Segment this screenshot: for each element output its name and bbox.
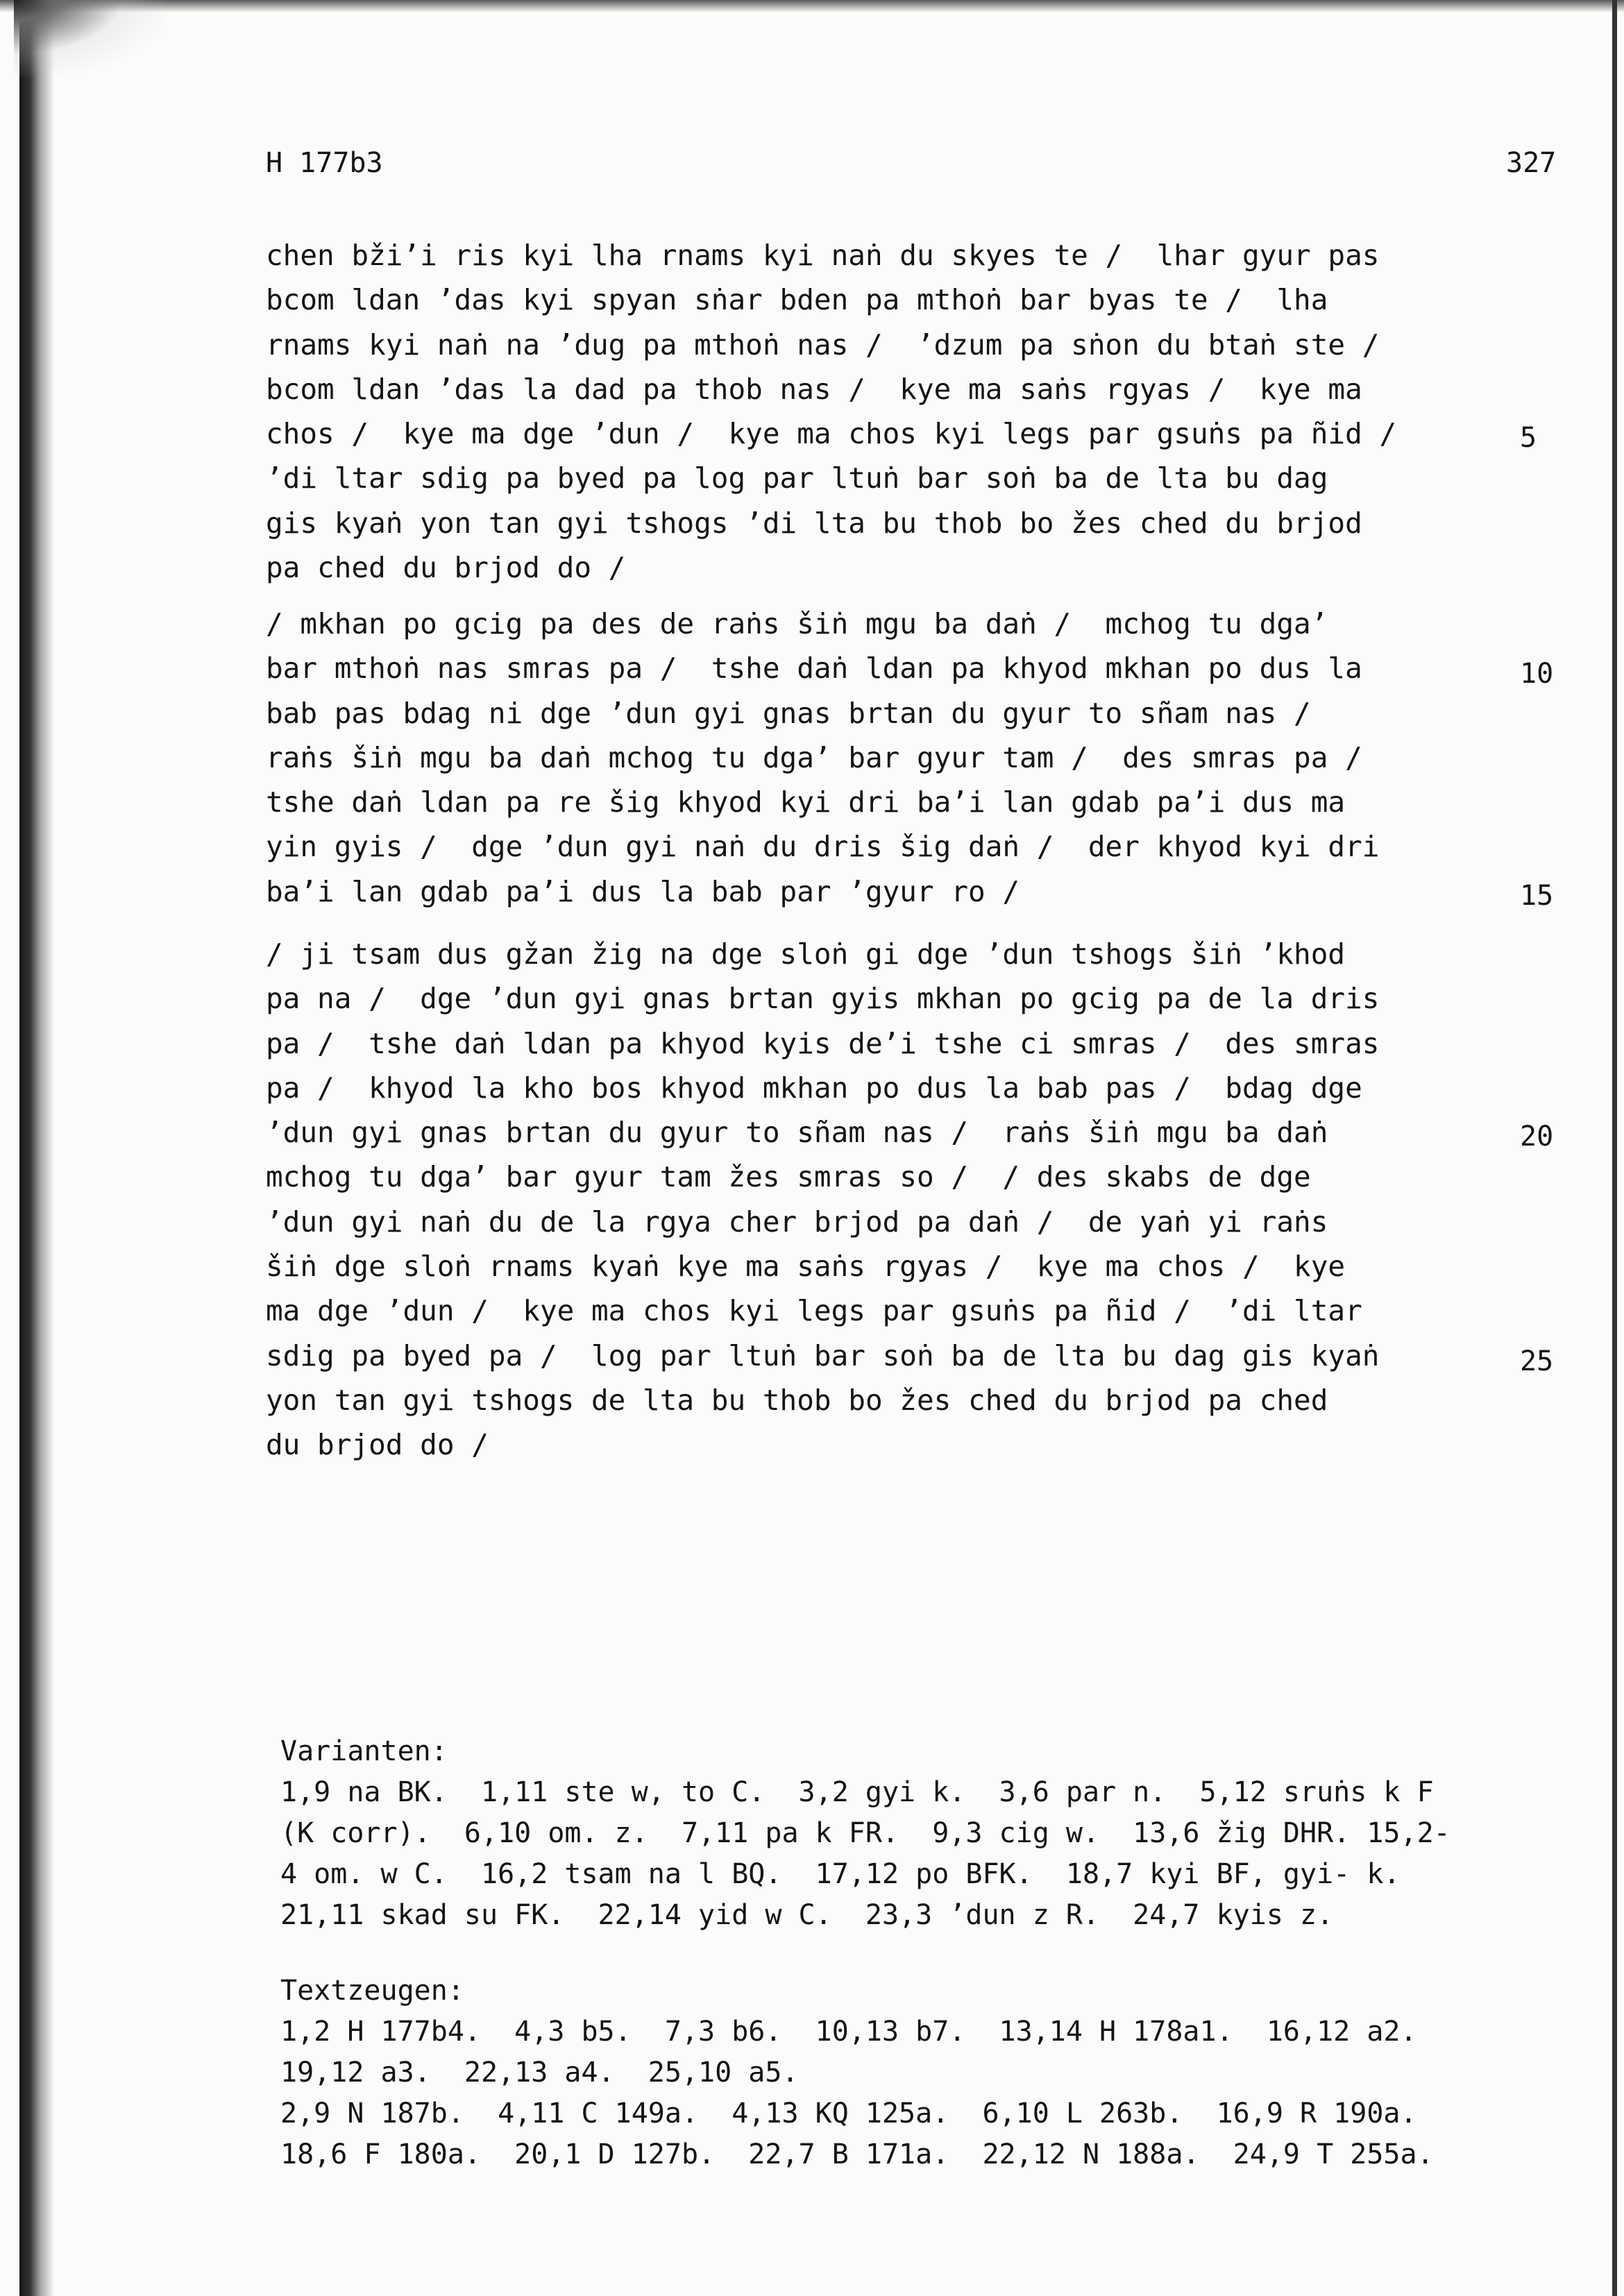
text-line: pa / khyod la kho bos khyod mkhan po dus la bab pas / bdag dge: [266, 1071, 1362, 1105]
text-line: pa na / dge ’dun gyi gnas brtan gyis mkhan po gcig pa de la dris: [266, 982, 1380, 1016]
apparatus-witnesses: [280, 1971, 1585, 2175]
text-paragraph-2: [266, 602, 1487, 914]
text-line: gis kyaṅ yon tan gyi tshogs ’di lta bu thob bo žes ched du brjod: [266, 506, 1362, 540]
line-number: 15: [1520, 880, 1554, 912]
text-line: bab pas bdag ni dge ’dun gyi gnas brtan du gyur to sñam nas /: [266, 696, 1311, 730]
text-line: / mkhan po gcig pa des de raṅs šiṅ mgu ba daṅ / mchog tu dga’: [266, 607, 1328, 640]
text-line: bar mthoṅ nas smras pa / tshe daṅ ldan pa khyod mkhan po dus la: [266, 652, 1362, 686]
text-line: ba’i lan gdab pa’i dus la bab par ’gyur ro /: [266, 874, 1020, 908]
page-top-shadow: [0, 0, 1624, 12]
apparatus-variants: [280, 1731, 1585, 1936]
text-line: chos / kye ma dge ’dun / kye ma chos kyi legs par gsuṅs pa ñid /: [266, 417, 1397, 451]
text-line: šiṅ dge sloṅ rnams kyaṅ kye ma saṅs rgyas / kye ma chos / kye: [266, 1250, 1346, 1284]
text-line: du brjod do /: [266, 1428, 489, 1462]
witness-line: 19,12 a3. 22,13 a4. 25,10 a5.: [280, 2057, 799, 2089]
page-binding-shadow: [19, 0, 54, 2296]
text-line: ma dge ’dun / kye ma chos kyi legs par gsuṅs pa ñid / ’di ltar: [266, 1294, 1362, 1328]
page-right-edge: [1612, 0, 1617, 2296]
line-number: 5: [1520, 422, 1537, 454]
text-line: tshe daṅ ldan pa re šig khyod kyi dri ba’i lan gdab pa’i dus ma: [266, 785, 1346, 819]
text-line: bcom ldan ’das kyi spyan sṅar bden pa mthoṅ bar byas te / lha: [266, 283, 1328, 317]
variant-line: 4 om. w C. 16,2 tsam na l BQ. 17,12 po BFK. 18,7 kyi BF, gyi- k.: [280, 1858, 1401, 1890]
variant-line: (K corr). 6,10 om. z. 7,11 pa k FR. 9,3 cig w. 13,6 žig DHR. 15,2-: [280, 1817, 1450, 1849]
text-line: pa ched du brjod do /: [266, 551, 626, 585]
text-line: rnams kyi naṅ na ’dug pa mthoṅ nas / ’dzum pa sṅon du btaṅ ste /: [266, 328, 1380, 362]
text-line: pa / tshe daṅ ldan pa khyod kyis de’i tshe ci smras / des smras: [266, 1026, 1380, 1060]
text-line: raṅs šiṅ mgu ba daṅ mchog tu dga’ bar gyur tam / des smras pa /: [266, 740, 1362, 774]
text-line: bcom ldan ’das la dad pa thob nas / kye ma saṅs rgyas / kye ma: [266, 372, 1362, 406]
text-line: / ji tsam dus gžan žig na dge sloṅ gi dge ’dun tshogs šiṅ ’khod: [266, 937, 1346, 971]
witness-line: 18,6 F 180a. 20,1 D 127b. 22,7 B 171a. 22,12 N 188a. 24,9 T 255a.: [280, 2138, 1434, 2170]
text-line: chen bži’i ris kyi lha rnams kyi naṅ du skyes te / lhar gyur pas: [266, 239, 1380, 272]
text-paragraph-1: [266, 233, 1487, 590]
witness-line: 2,9 N 187b. 4,11 C 149a. 4,13 KQ 125a. 6,10 L 263b. 16,9 R 190a.: [280, 2098, 1417, 2129]
line-number: 10: [1520, 658, 1554, 690]
line-number: 25: [1520, 1345, 1554, 1377]
text-line: yon tan gyi tshogs de lta bu thob bo žes ched du brjod pa ched: [266, 1383, 1328, 1417]
text-line: yin gyis / dge ’dun gyi naṅ du dris šig daṅ / der khyod kyi dri: [266, 830, 1380, 864]
varianten-heading: Varianten:: [280, 1735, 448, 1767]
witness-line: 1,2 H 177b4. 4,3 b5. 7,3 b6. 10,13 b7. 13,14 H 178a1. 16,12 a2.: [280, 2016, 1417, 2048]
text-line: mchog tu dga’ bar gyur tam žes smras so / / des skabs de dge: [266, 1160, 1311, 1194]
page-corner-shadow: [14, 0, 167, 76]
text-line: sdig pa byed pa / log par ltuṅ bar soṅ ba de lta bu dag gis kyaṅ: [266, 1338, 1380, 1372]
line-number: 20: [1520, 1121, 1554, 1153]
variant-line: 1,9 na BK. 1,11 ste w, to C. 3,2 gyi k. 3,6 par n. 5,12 sruṅs k F: [280, 1776, 1434, 1808]
text-line: ’di ltar sdig pa byed pa log par ltuṅ bar soṅ ba de lta bu dag: [266, 461, 1328, 495]
textzeugen-heading: Textzeugen:: [280, 1975, 464, 2007]
page-number: 327: [1506, 147, 1557, 179]
text-line: ’dun gyi gnas brtan du gyur to sñam nas / raṅs šiṅ mgu ba daṅ: [266, 1116, 1328, 1150]
running-header: H 177b3: [266, 147, 383, 179]
text-line: ’dun gyi naṅ du de la rgya cher brjod pa daṅ / de yaṅ yi raṅs: [266, 1205, 1328, 1239]
text-paragraph-3: [266, 932, 1487, 1468]
variant-line: 21,11 skad su FK. 22,14 yid w C. 23,3 ’dun z R. 24,7 kyis z.: [280, 1899, 1334, 1931]
